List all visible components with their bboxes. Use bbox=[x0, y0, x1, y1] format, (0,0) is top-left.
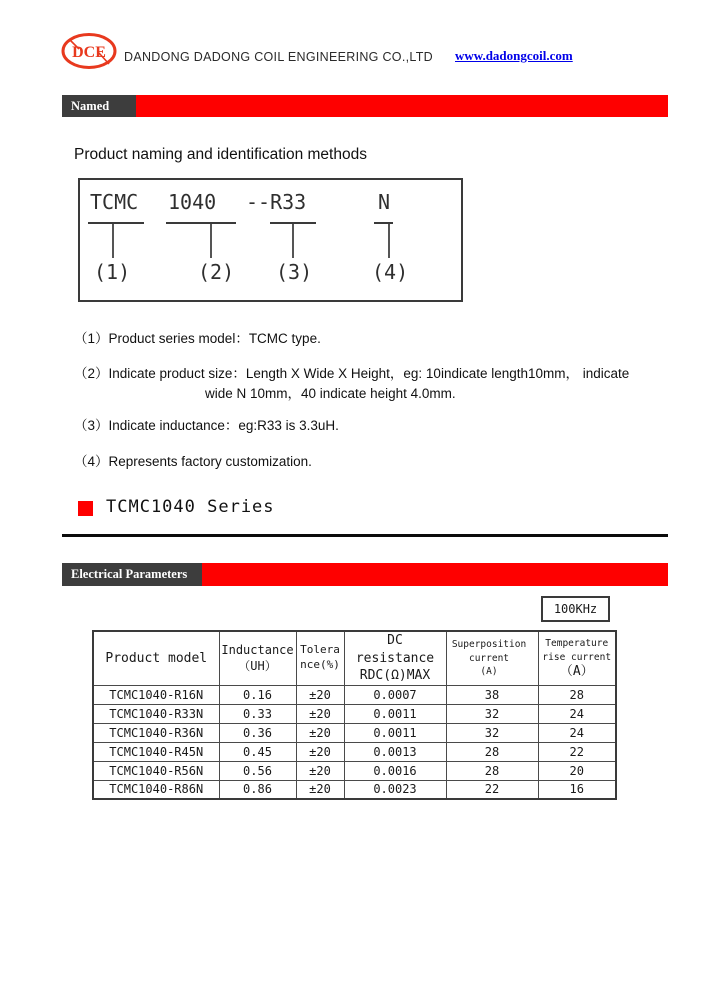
table-cell: 24 bbox=[538, 723, 616, 742]
connector-line bbox=[112, 224, 114, 258]
table-cell: 0.33 bbox=[219, 704, 296, 723]
table-cell: ±20 bbox=[296, 742, 344, 761]
table-cell: 32 bbox=[446, 704, 538, 723]
connector-line bbox=[292, 224, 294, 258]
col-unit: RDC(Ω)MAX bbox=[359, 668, 431, 684]
table-cell: ±20 bbox=[296, 761, 344, 780]
table-cell: 28 bbox=[538, 685, 616, 704]
col-tolerance bbox=[296, 631, 344, 685]
col-title: rise current bbox=[542, 651, 612, 663]
col-title: Inductance bbox=[221, 643, 294, 658]
naming-diagram bbox=[78, 178, 463, 302]
table-cell: 0.0007 bbox=[344, 685, 446, 704]
col-unit: nce(%) bbox=[300, 658, 340, 672]
col-title: current bbox=[468, 652, 510, 664]
col-dc-resistance bbox=[344, 631, 446, 685]
table-cell: 28 bbox=[446, 761, 538, 780]
table-cell: ±20 bbox=[296, 704, 344, 723]
table-row bbox=[93, 685, 616, 704]
underline bbox=[88, 222, 144, 224]
electrical-section-bar bbox=[62, 563, 668, 586]
series-bullet bbox=[78, 501, 93, 516]
naming-part-code: N bbox=[378, 190, 391, 214]
dce-logo-icon bbox=[60, 30, 118, 72]
connector-line bbox=[210, 224, 212, 258]
naming-part-label: (4) bbox=[372, 260, 409, 284]
naming-part-label: (1) bbox=[94, 260, 131, 284]
table-cell: TCMC1040-R36N bbox=[93, 723, 219, 742]
table-body bbox=[93, 685, 616, 799]
table-cell: 0.36 bbox=[219, 723, 296, 742]
page-title: Product naming and identification methods bbox=[74, 146, 367, 163]
col-unit: （A） bbox=[559, 663, 594, 679]
table-cell: 22 bbox=[446, 780, 538, 799]
table-cell: 24 bbox=[538, 704, 616, 723]
table-cell: 0.45 bbox=[219, 742, 296, 761]
naming-part-label: (3) bbox=[276, 260, 313, 284]
naming-part-label: (2) bbox=[198, 260, 235, 284]
table-row bbox=[93, 704, 616, 723]
naming-part-code: --R33 bbox=[246, 190, 307, 214]
electrical-parameters-table bbox=[92, 630, 617, 800]
underline bbox=[374, 222, 393, 224]
table-row bbox=[93, 761, 616, 780]
col-title: Superposition bbox=[451, 639, 527, 651]
col-title: Temperature bbox=[545, 638, 609, 650]
naming-note-4: （4）Represents factory customization. bbox=[74, 454, 312, 469]
table-cell: 20 bbox=[538, 761, 616, 780]
table-row bbox=[93, 723, 616, 742]
table-cell: 0.56 bbox=[219, 761, 296, 780]
underline bbox=[166, 222, 236, 224]
table-cell: 0.0013 bbox=[344, 742, 446, 761]
website-link[interactable]: www.dadongcoil.com bbox=[455, 48, 573, 63]
naming-part-code: TCMC bbox=[90, 190, 139, 214]
col-unit: (A) bbox=[480, 665, 498, 677]
table-cell: TCMC1040-R86N bbox=[93, 780, 219, 799]
named-section-bar bbox=[62, 95, 668, 117]
connector-line bbox=[388, 224, 390, 258]
table-cell: 0.0011 bbox=[344, 723, 446, 742]
table-cell: TCMC1040-R33N bbox=[93, 704, 219, 723]
naming-note-3: （3）Indicate inductance：eg:R33 is 3.3uH. bbox=[74, 418, 339, 433]
table-cell: ±20 bbox=[296, 780, 344, 799]
naming-note-2-line2: wide N 10mm，40 indicate height 4.0mm. bbox=[205, 386, 456, 401]
table-cell: 0.86 bbox=[219, 780, 296, 799]
company-name: DANDONG DADONG COIL ENGINEERING CO.,LTD bbox=[124, 50, 433, 64]
table-cell: 28 bbox=[446, 742, 538, 761]
logo-text: DCE bbox=[72, 44, 106, 61]
table-cell: TCMC1040-R45N bbox=[93, 742, 219, 761]
table-cell: 22 bbox=[538, 742, 616, 761]
series-title: TCMC1040 Series bbox=[106, 497, 275, 517]
col-title: Tolera bbox=[300, 643, 340, 657]
table-cell: TCMC1040-R56N bbox=[93, 761, 219, 780]
electrical-section-label: Electrical Parameters bbox=[62, 563, 202, 586]
company-logo bbox=[60, 30, 118, 77]
table-cell: 0.0023 bbox=[344, 780, 446, 799]
table-row bbox=[93, 742, 616, 761]
col-superposition-current bbox=[446, 631, 538, 685]
table-row bbox=[93, 780, 616, 799]
table-cell: 0.0016 bbox=[344, 761, 446, 780]
col-title: Product model bbox=[105, 650, 208, 666]
table-cell: 38 bbox=[446, 685, 538, 704]
table-header bbox=[93, 631, 616, 685]
named-section-label: Named bbox=[62, 95, 136, 117]
table-cell: ±20 bbox=[296, 685, 344, 704]
col-unit: （UH） bbox=[238, 659, 277, 674]
table-cell: TCMC1040-R16N bbox=[93, 685, 219, 704]
table-cell: 0.16 bbox=[219, 685, 296, 704]
col-inductance bbox=[219, 631, 296, 685]
col-title: DC resistance bbox=[355, 633, 435, 666]
naming-part-code: 1040 bbox=[168, 190, 217, 214]
frequency-box: 100KHz bbox=[541, 596, 610, 622]
table-cell: 0.0011 bbox=[344, 704, 446, 723]
horizontal-rule bbox=[62, 534, 668, 537]
col-product-model bbox=[93, 631, 219, 685]
table-cell: 32 bbox=[446, 723, 538, 742]
table-cell: 16 bbox=[538, 780, 616, 799]
table-cell: ±20 bbox=[296, 723, 344, 742]
col-temperature-rise-current bbox=[538, 631, 616, 685]
naming-note-1: （1）Product series model：TCMC type. bbox=[74, 331, 321, 346]
table-header-row bbox=[93, 631, 616, 685]
naming-note-2-line1: （2）Indicate product size：Length X Wide X Height，eg: 10indicate length10mm， indicate bbox=[74, 366, 630, 381]
